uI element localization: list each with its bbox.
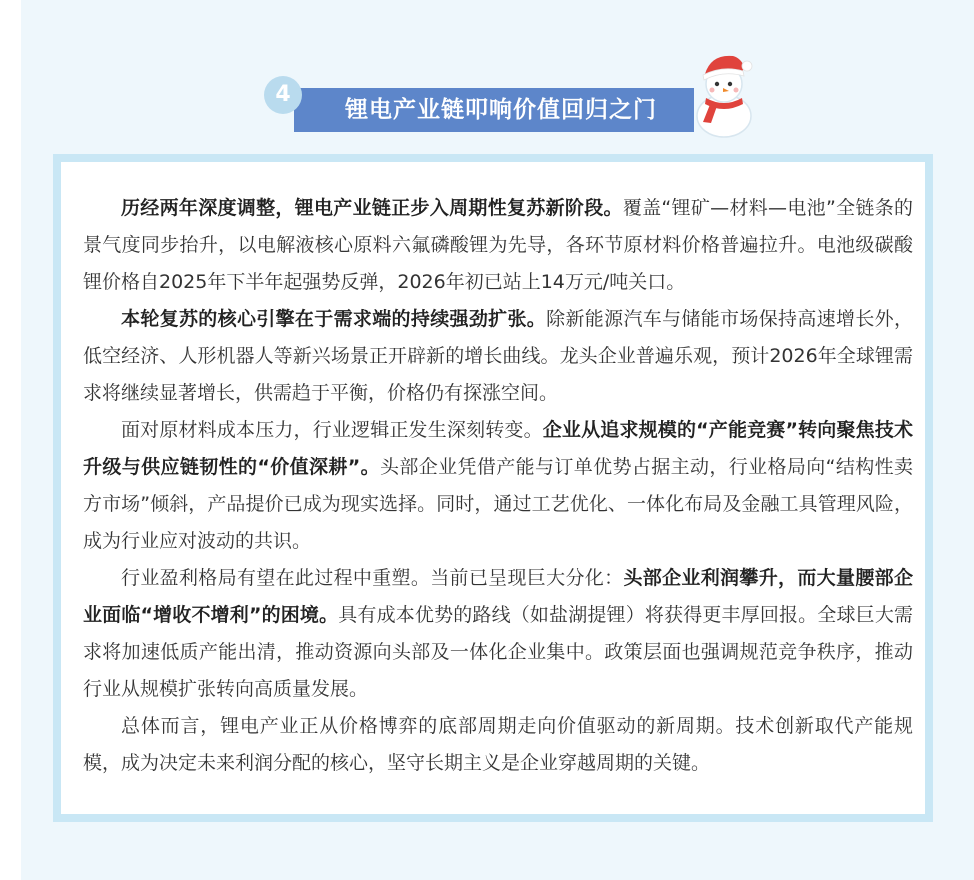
paragraph-2: [83, 301, 913, 412]
paragraph-3: [83, 412, 913, 560]
article-body: [83, 190, 913, 782]
paragraph-5-text: 总体而言，锂电产业正从价格博弈的底部周期走向价值驱动的新周期。技术创新取代产能规模，成为决定未来利润分配的核心，坚守长期主义是企业穿越周期的关键。: [83, 715, 913, 774]
section-number-badge: 4: [264, 76, 302, 114]
paragraph-5: [83, 708, 913, 782]
paragraph-3-text-after: 头部企业凭借产能与订单优势占据主动，行业格局向“结构性卖方市场”倾斜，产品提价已成为现实选择。同时，通过工艺优化、一体化布局及金融工具管理风险，成为行业应对波动的共识。: [83, 456, 913, 552]
paragraph-4: [83, 560, 913, 708]
snowman-icon: [689, 48, 759, 138]
article-card: [53, 154, 933, 822]
paragraph-4-emphasis: 头部企业利润攀升，而大量腰部企业面临“增收不增利”的困境。: [83, 567, 913, 626]
paragraph-3-text-before: 面对原材料成本压力，行业逻辑正发生深刻转变。: [121, 419, 543, 441]
paragraph-1-lead: 历经两年深度调整，锂电产业链正步入周期性复苏新阶段。: [121, 197, 623, 219]
section-header: [264, 72, 754, 136]
paragraph-4-text-before: 行业盈利格局有望在此过程中重塑。当前已呈现巨大分化：: [121, 567, 624, 589]
paragraph-2-text: 除新能源汽车与储能市场保持高速增长外，低空经济、人形机器人等新兴场景正开辟新的增长曲线。龙头企业普遍乐观，预计2026年全球锂需求将继续显著增长，供需趋于平衡，价格仍有探涨空间。: [83, 308, 913, 404]
paragraph-2-lead: 本轮复苏的核心引擎在于需求端的持续强劲扩张。: [121, 308, 547, 330]
paragraph-1: [83, 190, 913, 301]
paragraph-1-text: 覆盖“锂矿—材料—电池”全链条的景气度同步抬升，以电解液核心原料六氟磷酸锂为先导，各环节原材料价格普遍拉升。电池级碳酸锂价格自2025年下半年起强势反弹，2026年初已站上14万元/吨关口。: [83, 197, 913, 293]
paragraph-4-text-after: 具有成本优势的路线（如盐湖提锂）将获得更丰厚回报。全球巨大需求将加速低质产能出清，推动资源向头部及一体化企业集中。政策层面也强调规范竞争秩序，推动行业从规模扩张转向高质量发展。: [83, 604, 913, 700]
paragraph-3-emphasis: 企业从追求规模的“产能竞赛”转向聚焦技术升级与供应链韧性的“价值深耕”。: [83, 419, 913, 478]
section-title: 锂电产业链叩响价值回归之门: [294, 88, 694, 132]
